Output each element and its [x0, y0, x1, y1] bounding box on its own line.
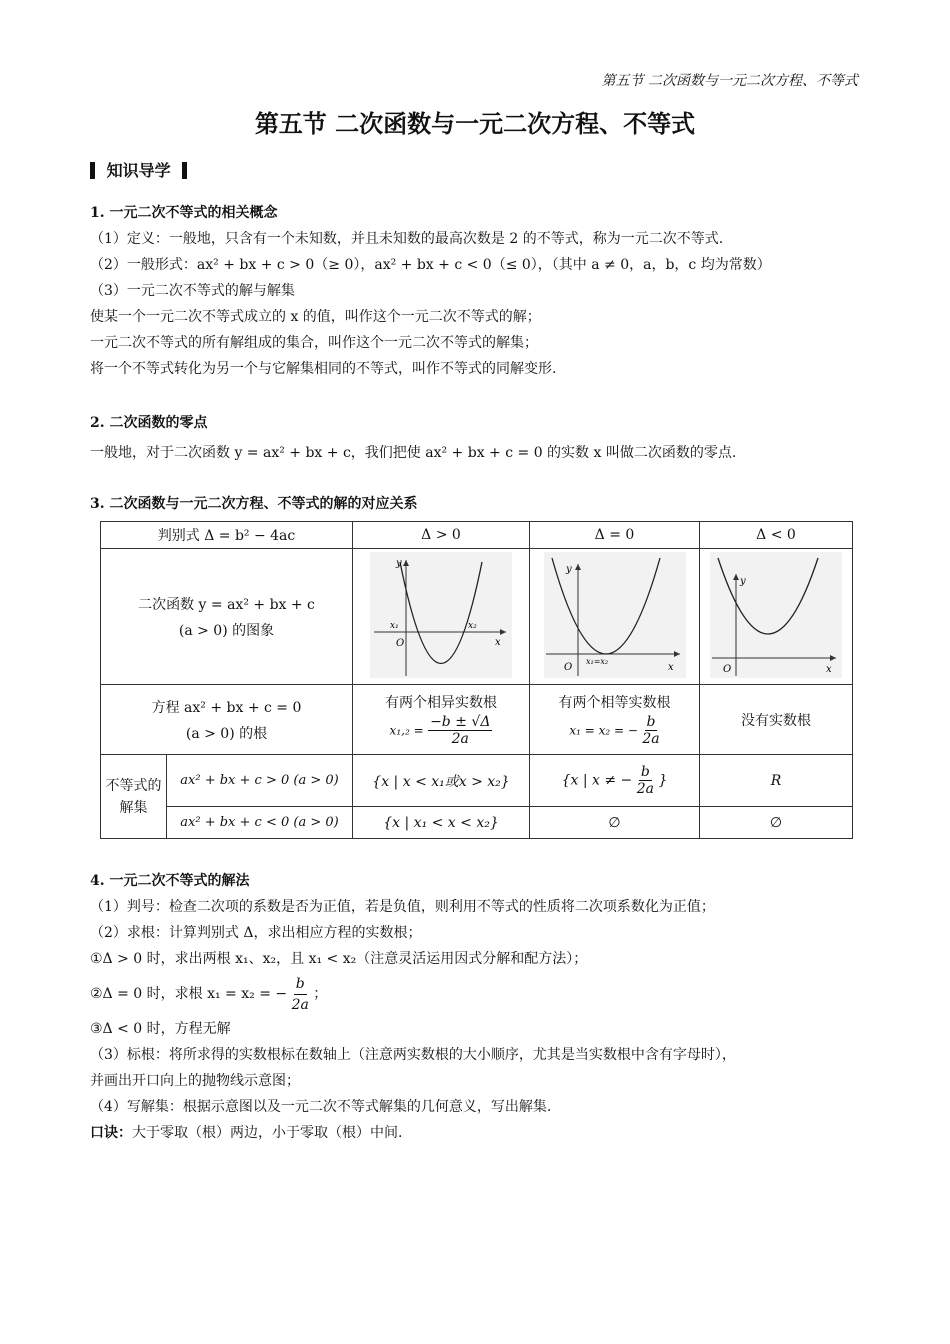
case-zero-line: [90, 972, 865, 1016]
root-formula-lhs: x₁,₂ =: [389, 723, 424, 738]
double-root-fraction: [642, 714, 659, 747]
section-tag: [90, 158, 187, 181]
lt-solution-no-root: ∅: [700, 807, 853, 839]
graph-bg: [370, 552, 512, 678]
origin-label: O: [723, 663, 732, 675]
section-2: [90, 410, 865, 466]
y-label: y: [740, 575, 746, 587]
gt-solution-double-root-left: {x | x ≠ −: [561, 772, 633, 789]
section-4: [90, 868, 865, 1146]
root-formula-numerator: −b ± √Δ: [430, 714, 491, 730]
roots-delta-zero-cell: [530, 685, 700, 755]
equivalent-transform-line: 将一个不等式转化为另一个与它解集相同的不等式，叫作不等式的同解变形.: [90, 361, 557, 377]
x-label: x: [667, 661, 674, 673]
gt-solution-no-root: R: [700, 755, 853, 807]
case-zero-right: ；: [313, 986, 328, 1002]
gt-solution-double-root: [530, 755, 700, 807]
double-root-numerator: b: [646, 714, 656, 730]
gt-solution-double-root-right: }: [658, 772, 668, 789]
section-3: [90, 491, 865, 517]
mnemonic-label: 口诀：: [90, 1125, 132, 1141]
parabola-no-root-graph: [706, 550, 846, 680]
double-root-label: x₁=x₂: [585, 656, 608, 666]
section-3-heading: 3. 二次函数与一元二次方程、不等式的解的对应关系: [90, 496, 418, 512]
step-mark-line: （3）标根：将所求得的实数根标在数轴上（注意两实数根的大小顺序，尤其是当实数根中含有字母时），: [90, 1047, 736, 1063]
case-negative-line: ③Δ < 0 时，方程无解: [90, 1021, 231, 1037]
case-positive-line: ①Δ > 0 时，求出两根 x₁、x₂，且 x₁ < x₂（注意灵活运用因式分解和配方法）；: [90, 951, 588, 967]
gt-solution-numerator: b: [640, 764, 650, 780]
graph-delta-zero-cell: [530, 549, 700, 685]
mnemonic-text: 大于零取（根）两边，小于零取（根）中间.: [132, 1125, 403, 1141]
two-equal-roots-text: 有两个相等实数根: [558, 695, 671, 711]
no-real-roots-text: 没有实数根: [700, 685, 853, 755]
page-title: 第五节 二次函数与一元二次方程、不等式: [254, 109, 696, 138]
graph-bg: [710, 552, 842, 678]
section-1-heading: 1. 一元二次不等式的相关概念: [90, 205, 278, 221]
step-write-line: （4）写解集：根据示意图以及一元二次不等式解集的几何意义，写出解集.: [90, 1099, 552, 1115]
zero-point-def-line: 一般地，对于二次函数 y = ax² + bx + c，我们把使 ax² + bx + c = 0 的实数 x 叫做二次函数的零点.: [90, 445, 737, 461]
delta-negative-header: Δ < 0: [700, 522, 853, 549]
table-header-row: [101, 522, 853, 549]
definition-line: （1）定义：一般地，只含有一个未知数，并且未知数的最高次数是 2 的不等式，称为一元二次不等式.: [90, 231, 724, 247]
two-distinct-roots-text: 有两个相异实数根: [385, 695, 497, 711]
running-header: 第五节 二次函数与一元二次方程、不等式: [601, 73, 858, 89]
correspondence-table: [100, 521, 853, 839]
origin-label: O: [396, 637, 405, 649]
step-roots-line: （2）求根：计算判别式 Δ，求出相应方程的实数根；: [90, 925, 422, 941]
roots-label-line2: (a > 0) 的根: [185, 725, 268, 742]
tag-bar-left: [90, 162, 95, 179]
x-label: x: [826, 663, 832, 675]
solution-set-def-line: 一元二次不等式的所有解组成的集合，叫作这个一元二次不等式的解集；: [90, 335, 538, 351]
solution-def-line: 使某一个一元二次不等式成立的 x 的值，叫作这个一元二次不等式的解；: [90, 309, 541, 325]
y-label: y: [565, 563, 572, 575]
case-zero-numerator: b: [294, 974, 307, 995]
gt-solution-denominator: 2a: [636, 781, 655, 797]
root-formula-fraction: [428, 714, 492, 747]
section-2-heading: 2. 二次函数的零点: [90, 415, 208, 431]
root-x2-label: x₂: [468, 620, 477, 631]
section-4-heading: 4. 一元二次不等式的解法: [90, 873, 250, 889]
gt-solution-fraction: [637, 764, 654, 797]
graph-delta-negative-cell: [700, 549, 853, 685]
delta-positive-header: Δ > 0: [353, 522, 530, 549]
double-root-denominator: 2a: [642, 731, 660, 747]
section-tag-label: 知识导学: [106, 161, 171, 180]
solution-heading-line: （3）一元二次不等式的解与解集: [90, 283, 295, 299]
graph-row-label: [101, 549, 353, 685]
delta-zero-header: Δ = 0: [530, 522, 700, 549]
case-zero-fraction: [292, 974, 309, 1015]
less-than-inequality: ax² + bx + c < 0 (a > 0): [167, 807, 353, 839]
step-sign-line: （1）判号：检查二次项的系数是否为正值，若是负值，则利用不等式的性质将二次项系数化为正值；: [90, 899, 715, 915]
less-than-row: [101, 807, 853, 839]
x-label: x: [495, 636, 501, 648]
roots-row: [101, 685, 853, 755]
roots-row-label: [101, 685, 353, 755]
root-formula-denominator: 2a: [451, 731, 469, 747]
greater-than-row: [101, 755, 853, 807]
parabola-two-roots-graph: [366, 550, 516, 680]
mnemonic-line: [90, 1120, 865, 1146]
general-form-line: （2）一般形式：ax² + bx + c > 0（≥ 0），ax² + bx + c < 0（≤ 0），（其中 a ≠ 0，a，b，c 均为常数）: [90, 257, 771, 273]
gt-solution-two-roots: {x | x < x₁或x > x₂}: [353, 755, 530, 807]
greater-than-inequality: ax² + bx + c > 0 (a > 0): [167, 755, 353, 807]
graph-delta-positive-cell: [353, 549, 530, 685]
origin-label: O: [563, 661, 572, 673]
lt-solution-two-roots: {x | x₁ < x < x₂}: [353, 807, 530, 839]
roots-delta-positive-cell: [353, 685, 530, 755]
case-zero-left: ②Δ = 0 时，求根 x₁ = x₂ = −: [90, 986, 288, 1002]
parabola-double-root-graph: [540, 550, 690, 680]
solution-set-label: 不等式的解集: [101, 755, 167, 839]
graph-label-line2: (a > 0) 的图象: [178, 622, 275, 639]
step-mark-line-cont: 并画出开口向上的抛物线示意图；: [90, 1073, 300, 1089]
graph-label-line1: 二次函数 y = ax² + bx + c: [138, 596, 315, 613]
section-1: [90, 200, 865, 382]
discriminant-header: 判别式 Δ = b² − 4ac: [101, 522, 353, 549]
double-root-lhs: x₁ = x₂ = −: [569, 723, 638, 738]
y-label: y: [396, 557, 402, 569]
graph-row: [101, 549, 853, 685]
case-zero-denominator: 2a: [291, 996, 309, 1013]
root-x1-label: x₁: [390, 620, 399, 631]
lt-solution-double-root: ∅: [530, 807, 700, 839]
tag-bar-right: [182, 162, 187, 179]
roots-label-line1: 方程 ax² + bx + c = 0: [151, 699, 302, 716]
